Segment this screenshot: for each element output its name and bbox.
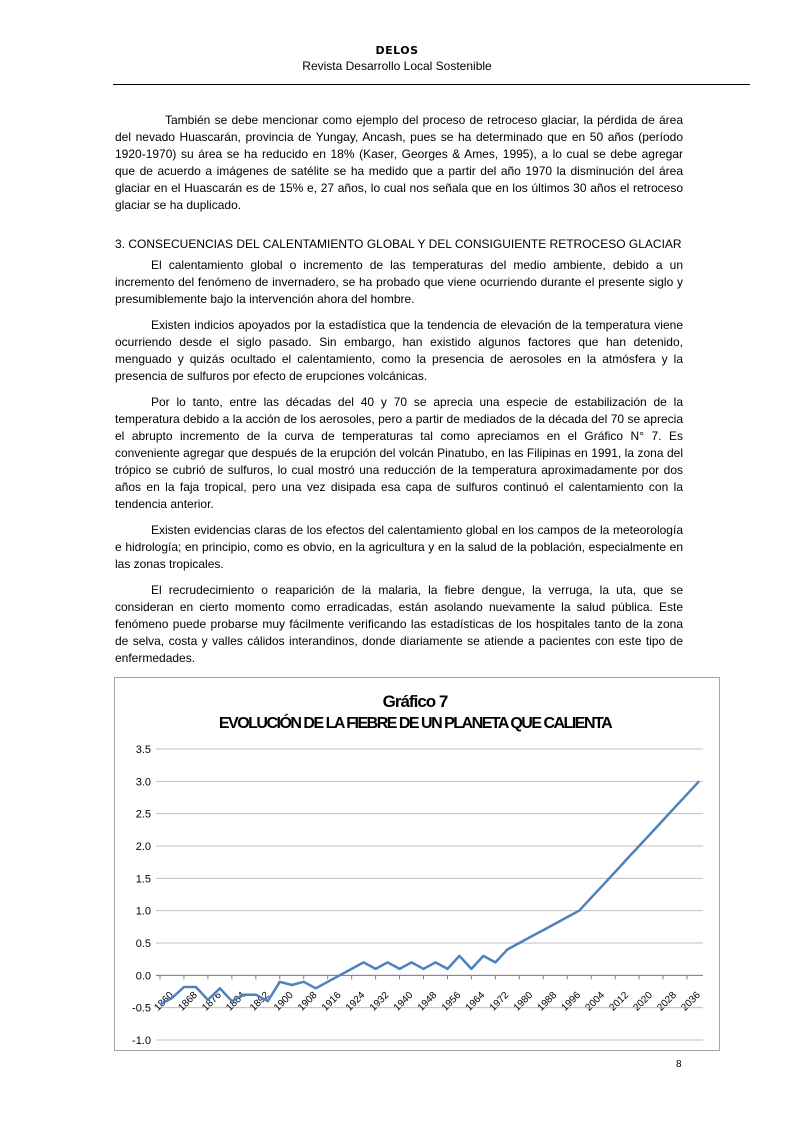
y-tick-label: -0.5: [132, 1002, 151, 1015]
paragraph-2: Existen indicios apoyados por la estadística que la tendencia de elevación de la temperatura viene ocurriendo desde el siglo pasado. Sin embargo, han existido algunos factores que han detenido, menguado y quizás ocultado el calentamiento, como la presencia de aerosoles en la atmósfera y la presencia de sulfuros por efecto de erupciones volcánicas.: [115, 318, 683, 383]
x-tick-label: 1900: [272, 989, 296, 1014]
page-number: 8: [676, 1059, 682, 1070]
x-tick-label: 1980: [511, 989, 536, 1014]
y-tick-label: 0.0: [135, 970, 151, 983]
section-heading: 3. CONSECUENCIAS DEL CALENTAMIENTO GLOBAL Y DEL CONSIGUIENTE RETROCESO GLACIAR: [115, 237, 682, 251]
journal-name: DELOS: [375, 44, 419, 57]
y-tick-label: 1.0: [135, 905, 151, 918]
x-tick-label: 1924: [343, 989, 368, 1014]
chart-subtitle: EVOLUCIÓN DE LA FIEBRE DE UN PLANETA QUE CALIENTA: [218, 715, 612, 732]
paragraph-3: Por lo tanto, entre las décadas del 40 y 70 se aprecia una especie de estabilización de la temperatura debido a la acción de los aerosoles, pero a partir de mediados de la década del 70 se aprecia el abrupto incremento de la curva de temperaturas tal como apreciamos en el Gráfico N° 7. Es conveniente agregar que después de la erupción del volcán Pinatubo, en las Filipinas en 1991, la zona del trópico se cubrió de sulfuros, lo cual mostró una reducción de la temperatura aproximadamente por dos años en la faja tropical, pero una vez disipada esa capa de sulfuros continuó el calentamiento con la tendencia anterior.: [115, 395, 683, 511]
x-tick-label: 1956: [439, 989, 464, 1014]
y-tick-label: -1.0: [132, 1035, 151, 1047]
x-tick-label: 2020: [631, 989, 655, 1014]
series-line: [160, 781, 699, 1004]
x-tick-label: 1996: [559, 989, 584, 1014]
x-tick-label: 2028: [655, 989, 679, 1014]
y-tick-label: 3.5: [135, 744, 151, 756]
x-tick-label: 1908: [296, 989, 320, 1014]
x-tick-label: 2036: [679, 989, 703, 1014]
x-tick-label: 1988: [535, 989, 560, 1014]
x-tick-label: 1860: [152, 989, 176, 1014]
y-tick-label: 2.0: [135, 841, 151, 853]
paragraph-4: Existen evidencias claras de los efectos del calentamiento global en los campos de la meteorología e hidrología; en principio, como es obvio, en la agricultura y en la salud de la población, especialmente en las zonas tropicales.: [115, 523, 683, 571]
chart-title: Gráfico 7: [382, 692, 448, 711]
x-tick-label: 1892: [248, 989, 272, 1014]
header-rule: [113, 84, 750, 85]
y-tick-label: 1.5: [135, 873, 151, 886]
article-body: [115, 112, 683, 676]
line-chart: [115, 678, 719, 1050]
paragraph-intro: También se debe mencionar como ejemplo del proceso de retroceso glaciar, la pérdida de área del nevado Huascarán, provincia de Yungay, Ancash, pues se ha determinado que en 50 años (período 1920-1970) su área se ha reducido en 18% (Kaser, Georges & Ames, 1995), a lo cual se debe agregar que de acuerdo a imágenes de satélite se ha medido que a partir del año 1970 la disminución del área glaciar en el Huascarán es de 15% e, 27 años, lo cual nos señala que en los últimos 30 años el retroceso glaciar se ha duplicado.: [115, 113, 683, 212]
x-tick-label: 1932: [367, 989, 392, 1014]
x-axis: [152, 975, 703, 1013]
x-tick-label: 1948: [415, 989, 440, 1014]
chart-frame: [114, 677, 720, 1051]
x-tick-label: 1868: [176, 989, 200, 1014]
journal-subtitle: Revista Desarrollo Local Sostenible: [302, 59, 492, 73]
x-tick-label: 1972: [487, 989, 512, 1014]
x-tick-label: 1884: [224, 989, 248, 1014]
chart-series: [160, 781, 699, 1004]
paragraph-5: El recrudecimiento o reaparición de la malaria, la fiebre dengue, la verruga, la uta, que se consideran en cierto momento como erradicadas, están asolando nuevamente la salud pública. Este fenómeno puede probarse muy fácilmente verificando las estadísticas de los hospitales tanto de la zona de selva, costa y valles cálidos interandinos, donde diariamente se atiende a pacientes con este tipo de enfermedades.: [115, 583, 683, 665]
running-header: [0, 44, 794, 73]
y-tick-label: 3.0: [135, 776, 151, 789]
paragraph-1: El calentamiento global o incremento de las temperaturas del medio ambiente, debido a un incremento del fenómeno de invernadero, se ha probado que viene ocurriendo durante el presente siglo y presumiblemente bajo la intervención ahora del hombre.: [115, 258, 683, 306]
x-tick-label: 2004: [583, 989, 608, 1014]
x-tick-label: 1916: [320, 989, 344, 1014]
y-axis: [132, 744, 151, 1047]
y-tick-label: 2.5: [135, 808, 151, 821]
x-tick-label: 1940: [391, 989, 416, 1014]
x-tick-label: 2012: [607, 989, 632, 1014]
x-tick-label: 1964: [463, 989, 488, 1014]
x-tick-label: 1876: [200, 989, 224, 1014]
y-tick-label: 0.5: [135, 938, 151, 950]
